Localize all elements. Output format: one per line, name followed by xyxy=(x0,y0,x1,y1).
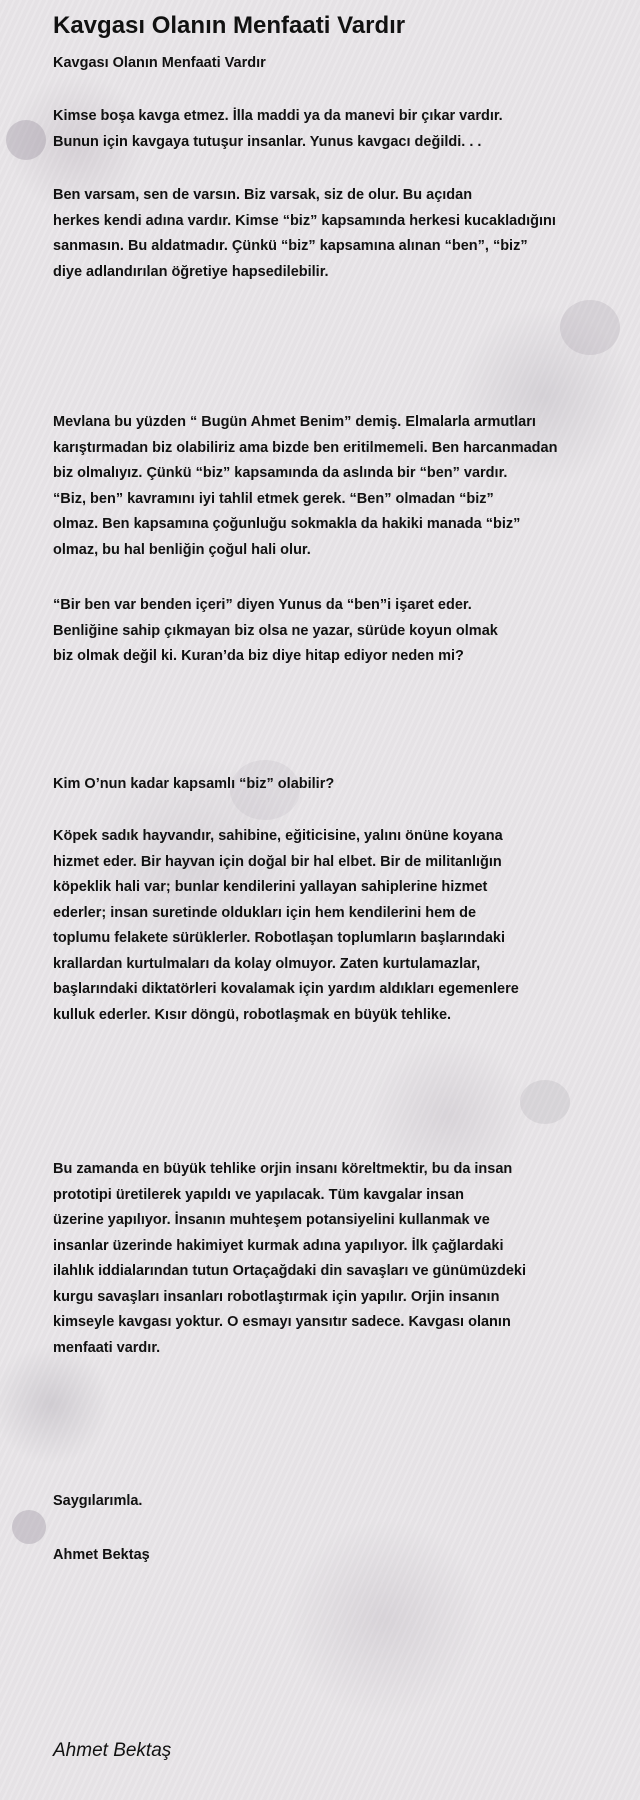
text-line: karıştırmadan biz olabiliriz ama bizde ben eritilmemeli. Ben harcanmadan xyxy=(53,439,558,456)
text-line: “Bir ben var benden içeri” diyen Yunus da “ben”i işaret eder. xyxy=(53,597,472,613)
text-line: biz olmak değil ki. Kuran’da biz diye hitap ediyor neden mi? xyxy=(53,648,464,664)
text-line: köpeklik hali var; bunlar kendilerini yallayan sahiplerine hizmet xyxy=(53,879,488,895)
text-line: prototipi üretilerek yapıldı ve yapılacak. Tüm kavgalar insan xyxy=(53,1186,464,1203)
text-line: kurgu savaşları insanları robotlaştırmak için yapılır. Orjin insanın xyxy=(53,1288,500,1305)
text-line: Köpek sadık hayvandır, sahibine, eğiticisine, yalını önüne koyana xyxy=(53,828,503,844)
text-line: Bunun için kavgaya tutuşur insanlar. Yunus kavgacı değildi. . . xyxy=(53,133,482,150)
text-line: Benliğine sahip çıkmayan biz olsa ne yazar, sürüde koyun olmak xyxy=(53,622,498,639)
text-line: diye adlandırılan öğretiye hapsedilebilir. xyxy=(53,263,329,280)
text-line: herkes kendi adına vardır. Kimse “biz” kapsamında herkesi kucakladığını xyxy=(53,212,556,229)
text-line: hizmet eder. Bir hayvan için doğal bir hal elbet. Bir de militanlığın xyxy=(53,853,502,870)
poem-subtitle: Kavgası Olanın Menfaati Vardır xyxy=(53,55,266,71)
text-line: kimseyle kavgası yoktur. O esmayı yansıtır sadece. Kavgası olanın xyxy=(53,1314,511,1330)
text-line: Saygılarımla. xyxy=(53,1493,143,1509)
text-line: üzerine yapılıyor. İnsanın muhteşem potansiyelini kullanmak ve xyxy=(53,1212,490,1228)
text-line: toplumu felakete sürüklerler. Robotlaşan toplumların başlarındaki xyxy=(53,930,506,946)
text-line: Ahmet Bektaş xyxy=(53,1547,150,1563)
paragraph-7 xyxy=(53,1157,633,1361)
text-line: insanlar üzerinde hakimiyet kurmak adına yapılıyor. İlk çağlardaki xyxy=(53,1237,504,1254)
text-line: sanmasın. Bu aldatmadır. Çünkü “biz” kapsamına alınan “ben”, “biz” xyxy=(53,238,528,254)
text-line: Mevlana bu yüzden “ Bugün Ahmet Benim” demiş. Elmalarla armutları xyxy=(53,414,536,430)
paragraph-2 xyxy=(53,183,633,285)
text-line: olmaz. Ben kapsamına çoğunluğu sokmakla da hakiki manada “biz” xyxy=(53,516,521,532)
author-signature: Ahmet Bektaş xyxy=(53,1740,172,1761)
text-line: biz olmalıyız. Çünkü “biz” kapsamında da aslında bir “ben” vardır. xyxy=(53,465,508,481)
text-line: menfaati vardır. xyxy=(53,1339,161,1356)
text-line: ederler; insan suretinde oldukları için hem kendilerini hem de xyxy=(53,904,477,921)
text-line: başlarındaki diktatörleri kovalamak için yardım aldıkları egemenlere xyxy=(53,981,519,997)
text-line: Ben varsam, sen de varsın. Biz varsak, siz de olur. Bu açıdan xyxy=(53,187,473,203)
paragraph-5 xyxy=(53,772,633,798)
text-line: “Biz, ben” kavramını iyi tahlil etmek gerek. “Ben” olmadan “biz” xyxy=(53,490,494,507)
paragraph-6 xyxy=(53,824,633,1028)
paragraph-4 xyxy=(53,593,633,670)
text-line: krallardan kurtulmaları da kolay olmuyor. Zaten kurtulamazlar, xyxy=(53,955,481,972)
page-title: Kavgası Olanın Menfaati Vardır xyxy=(53,12,406,39)
text-line: ilahlık iddialarından tutun Ortaçağdaki din savaşları ve günümüzdeki xyxy=(53,1263,526,1279)
author-line xyxy=(53,1543,633,1569)
text-line: Kim O’nun kadar kapsamlı “biz” olabilir? xyxy=(53,776,335,792)
text-line: kulluk ederler. Kısır döngü, robotlaşmak en büyük tehlike. xyxy=(53,1006,452,1023)
text-line: Kimse boşa kavga etmez. İlla maddi ya da manevi bir çıkar vardır. xyxy=(53,108,503,124)
paragraph-3 xyxy=(53,410,633,563)
paragraph-1 xyxy=(53,104,633,155)
closing-greeting xyxy=(53,1489,633,1515)
text-line: olmaz, bu hal benliğin çoğul hali olur. xyxy=(53,541,311,558)
text-line: Bu zamanda en büyük tehlike orjin insanı köreltmektir, bu da insan xyxy=(53,1161,513,1177)
